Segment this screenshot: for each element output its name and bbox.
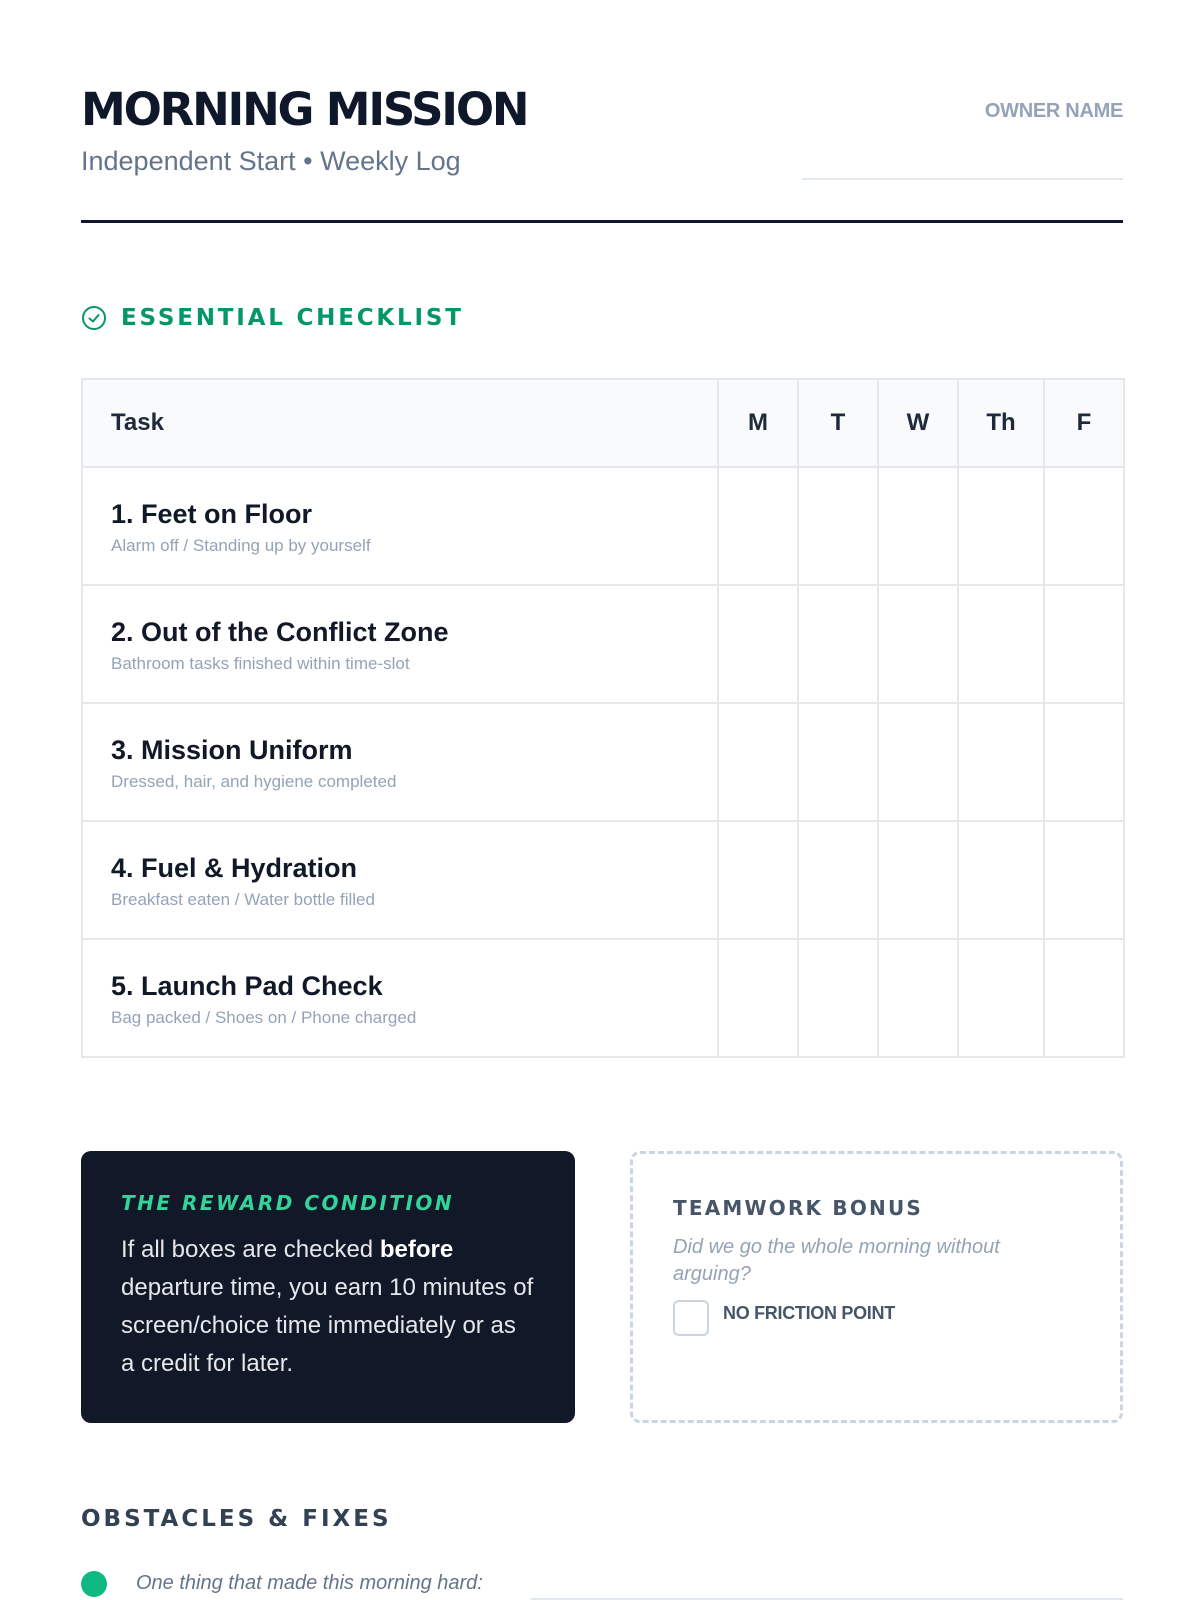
reward-text-end: departure time, you earn 10 minutes of screen/choice time immediately or as a credit for later. bbox=[121, 1274, 534, 1377]
bullet-dot-icon bbox=[81, 1571, 107, 1597]
column-header-tuesday: T bbox=[798, 379, 878, 467]
check-cell-friday[interactable] bbox=[1044, 703, 1124, 821]
reward-condition-title: THE REWARD CONDITION bbox=[121, 1191, 455, 1215]
column-header-monday: M bbox=[718, 379, 798, 467]
page-title: MORNING MISSION bbox=[81, 83, 528, 136]
task-cell bbox=[82, 939, 718, 1057]
check-cell-monday[interactable] bbox=[718, 939, 798, 1057]
check-cell-tuesday[interactable] bbox=[798, 467, 878, 585]
task-name: 2. Out of the Conflict Zone bbox=[111, 616, 449, 647]
check-cell-thursday[interactable] bbox=[958, 939, 1044, 1057]
no-friction-option bbox=[673, 1300, 1080, 1336]
reward-condition-text bbox=[121, 1231, 535, 1383]
task-name: 1. Feet on Floor bbox=[111, 498, 313, 529]
table-row bbox=[82, 939, 1124, 1057]
check-cell-monday[interactable] bbox=[718, 467, 798, 585]
task-cell bbox=[82, 703, 718, 821]
check-cell-tuesday[interactable] bbox=[798, 939, 878, 1057]
check-cell-thursday[interactable] bbox=[958, 703, 1044, 821]
teamwork-bonus-question: Did we go the whole morning without arguing? bbox=[673, 1236, 1000, 1285]
task-description: Breakfast eaten / Water bottle filled bbox=[111, 889, 375, 909]
reward-text-start: If all boxes are checked bbox=[121, 1236, 380, 1263]
check-cell-tuesday[interactable] bbox=[798, 821, 878, 939]
check-cell-friday[interactable] bbox=[1044, 585, 1124, 703]
check-cell-monday[interactable] bbox=[718, 703, 798, 821]
page-subtitle: Independent Start • Weekly Log bbox=[81, 146, 461, 176]
check-cell-thursday[interactable] bbox=[958, 467, 1044, 585]
owner-name-field[interactable] bbox=[802, 178, 1123, 180]
column-header-thursday: Th bbox=[958, 379, 1044, 467]
check-cell-friday[interactable] bbox=[1044, 821, 1124, 939]
no-friction-checkbox[interactable] bbox=[673, 1300, 709, 1336]
check-circle-icon bbox=[81, 305, 107, 331]
table-header-row bbox=[82, 379, 1124, 467]
check-cell-friday[interactable] bbox=[1044, 939, 1124, 1057]
checklist-heading-label: ESSENTIAL CHECKLIST bbox=[121, 305, 464, 331]
check-cell-tuesday[interactable] bbox=[798, 585, 878, 703]
teamwork-bonus-card bbox=[630, 1151, 1123, 1423]
check-cell-wednesday[interactable] bbox=[878, 703, 958, 821]
check-cell-wednesday[interactable] bbox=[878, 939, 958, 1057]
checklist-heading bbox=[81, 305, 464, 331]
task-cell bbox=[82, 585, 718, 703]
check-cell-wednesday[interactable] bbox=[878, 585, 958, 703]
check-cell-wednesday[interactable] bbox=[878, 467, 958, 585]
task-name: 3. Mission Uniform bbox=[111, 734, 353, 765]
owner-name-label: OWNER NAME bbox=[984, 100, 1123, 122]
task-name: 4. Fuel & Hydration bbox=[111, 852, 358, 883]
obstacles-heading: OBSTACLES & FIXES bbox=[81, 1506, 392, 1532]
task-description: Bag packed / Shoes on / Phone charged bbox=[111, 1007, 417, 1027]
check-cell-monday[interactable] bbox=[718, 821, 798, 939]
task-description: Bathroom tasks finished within time-slot bbox=[111, 653, 410, 673]
header-divider bbox=[81, 220, 1123, 223]
check-cell-wednesday[interactable] bbox=[878, 821, 958, 939]
check-cell-thursday[interactable] bbox=[958, 821, 1044, 939]
check-cell-monday[interactable] bbox=[718, 585, 798, 703]
obstacle-prompt: One thing that made this morning hard: bbox=[136, 1572, 483, 1594]
column-header-task: Task bbox=[82, 379, 718, 467]
check-cell-thursday[interactable] bbox=[958, 585, 1044, 703]
column-header-friday: F bbox=[1044, 379, 1124, 467]
obstacle-item bbox=[81, 1570, 1123, 1600]
column-header-wednesday: W bbox=[878, 379, 958, 467]
task-description: Alarm off / Standing up by yourself bbox=[111, 535, 371, 555]
check-cell-friday[interactable] bbox=[1044, 467, 1124, 585]
reward-text-emphasis: before bbox=[379, 1236, 454, 1263]
no-friction-label: NO FRICTION POINT bbox=[723, 1303, 895, 1323]
reward-condition-card bbox=[81, 1151, 575, 1423]
teamwork-bonus-title: TEAMWORK BONUS bbox=[673, 1196, 924, 1220]
task-table bbox=[81, 378, 1125, 1058]
table-row bbox=[82, 467, 1124, 585]
task-name: 5. Launch Pad Check bbox=[111, 970, 383, 1001]
task-cell bbox=[82, 467, 718, 585]
table-row bbox=[82, 821, 1124, 939]
task-description: Dressed, hair, and hygiene completed bbox=[111, 771, 397, 791]
table-row bbox=[82, 703, 1124, 821]
table-row bbox=[82, 585, 1124, 703]
check-cell-tuesday[interactable] bbox=[798, 703, 878, 821]
worksheet-page bbox=[81, 0, 1123, 1600]
task-cell bbox=[82, 821, 718, 939]
